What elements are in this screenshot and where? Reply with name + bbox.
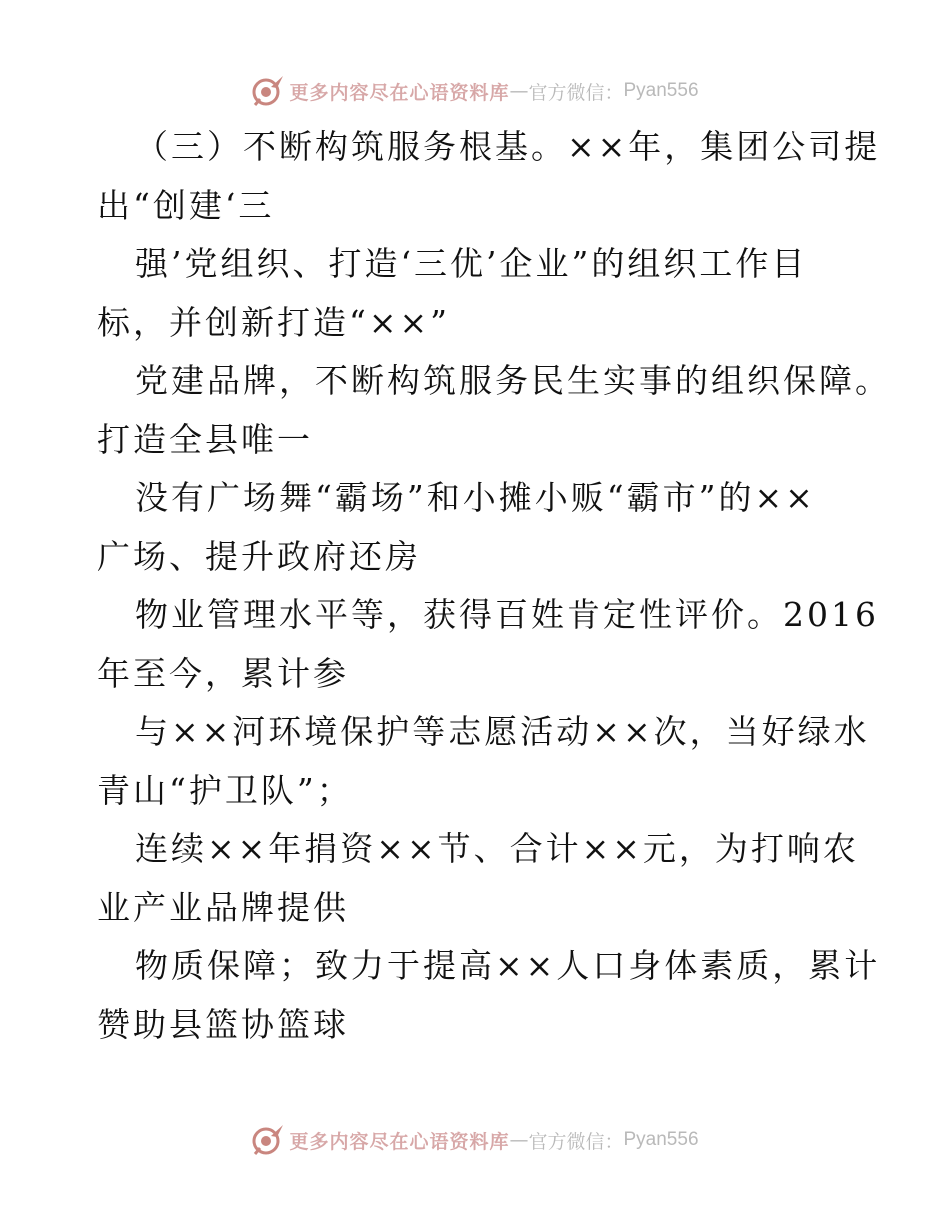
text-line: 强’党组织、打造‘三优’企业”的组织工作目 xyxy=(135,244,808,283)
text-line: 业产业品牌提供 xyxy=(97,887,349,927)
text-line: 打造全县唯一 xyxy=(97,419,313,459)
watermark-wechat-id: Pyan556 xyxy=(623,1129,699,1150)
watermark-official-wechat: 官方微信： xyxy=(528,1130,624,1153)
text-line: 与××河环境保护等志愿活动××次，当好绿水 xyxy=(135,712,870,751)
header-watermark xyxy=(0,71,950,111)
text-line: 青山“护卫队”； xyxy=(97,770,353,810)
watermark-wechat-id: Pyan556 xyxy=(623,80,699,101)
watermark-brand: 更多内容尽在心语资料库 xyxy=(289,1130,510,1153)
watermark-official-wechat: 官方微信： xyxy=(528,81,624,104)
watermark-brand: 更多内容尽在心语资料库 xyxy=(289,81,510,104)
text-line: 物业管理水平等，获得百姓肯定性评价。2016 xyxy=(135,595,879,634)
text-line: 赞助县篮协篮球 xyxy=(97,1004,349,1044)
text-line: 出“创建‘三 xyxy=(97,185,275,225)
quill-logo-icon xyxy=(251,1123,285,1157)
watermark-dash: — xyxy=(509,1129,529,1151)
text-line: 党建品牌，不断构筑服务民生实事的组织保障。 xyxy=(135,361,891,400)
text-line: 广场、提升政府还房 xyxy=(97,536,421,576)
text-line: （三）不断构筑服务根基。××年，集团公司提 xyxy=(135,127,881,166)
watermark-dash: — xyxy=(509,80,529,102)
text-line: 年至今，累计参 xyxy=(97,653,349,693)
text-line: 连续××年捐资××节、合计××元，为打响农 xyxy=(135,829,859,868)
text-line: 没有广场舞“霸场”和小摊小贩“霸市”的×× xyxy=(135,478,816,517)
footer-watermark xyxy=(0,1120,950,1160)
quill-logo-icon xyxy=(251,74,285,108)
document-body xyxy=(97,118,891,1054)
text-line: 物质保障；致力于提高××人口身体素质，累计 xyxy=(135,946,881,985)
text-line: 标，并创新打造“××” xyxy=(97,302,451,342)
